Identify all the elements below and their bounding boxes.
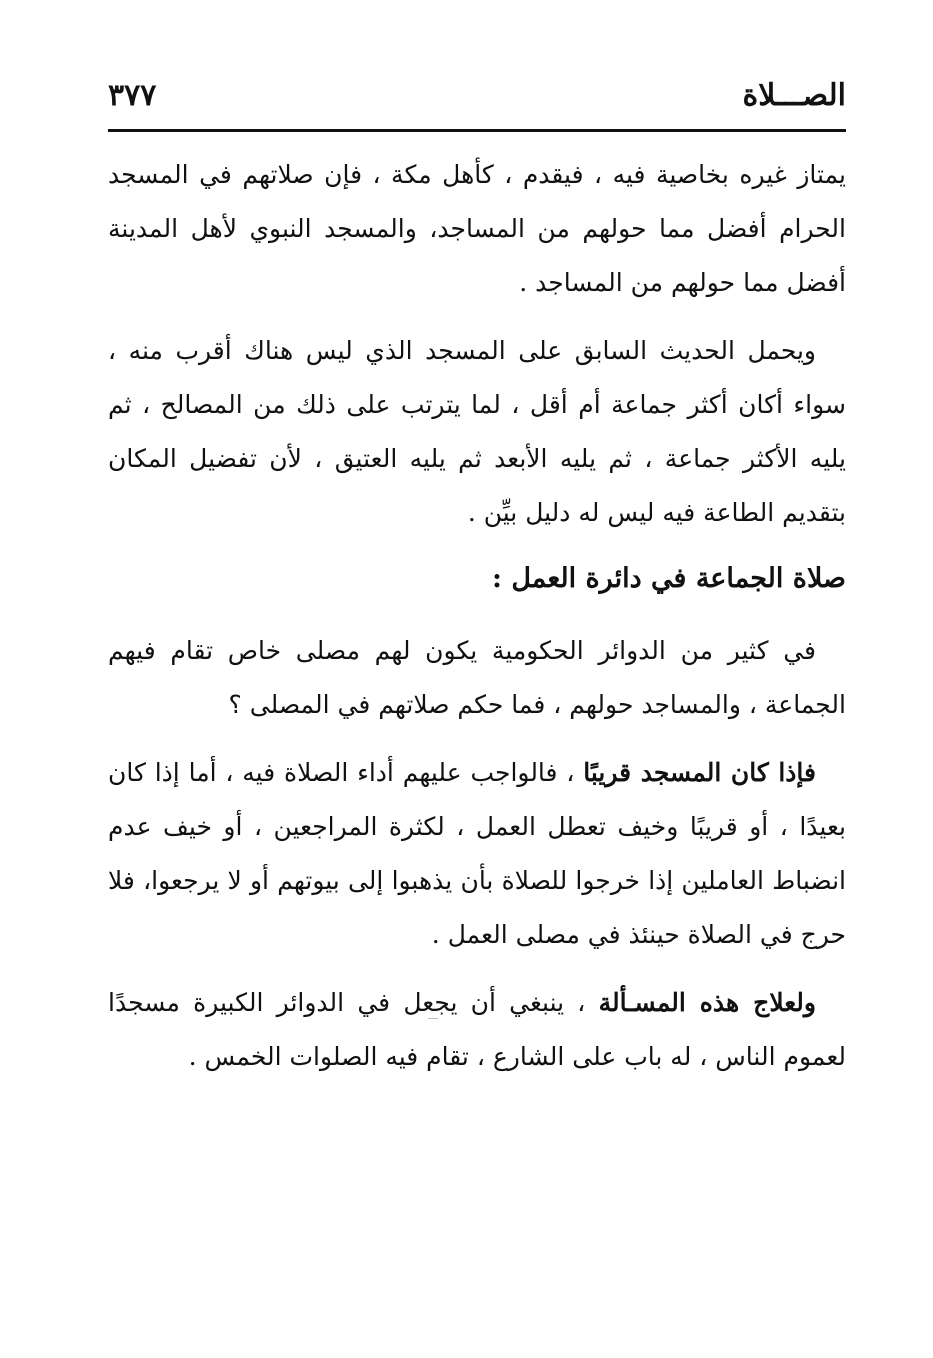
paragraph-2: ويحمل الحديث السابق على المسجد الذي ليس هناك أقرب منه ، سواء أكان أكثر جماعة أم أقل ، لما يترتب على ذلك من المصالح ، ثم يليه الأكثر جماعة ، ثم يليه الأبعد ثم يليه العتيق ، لأن تفضيل المكان بتقديم الطاعة فيه ليس له دليل بيِّن .	[108, 336, 846, 527]
scan-mark	[428, 1018, 438, 1019]
page-number: ٣٧٧	[108, 78, 157, 113]
running-title: الصـــلاة	[742, 78, 846, 113]
page-body	[108, 148, 846, 1098]
paragraph-4-text: ، فالواجب عليهم أداء الصلاة فيه ، أما إذا كان بعيدًا ، أو قريبًا وخيف تعطل العمل ، لكثرة المراجعين ، أو خيف عدم انضباط العاملين إذا خرجوا للصلاة بأن يذهبوا إلى بيوتهم أو لا يرجعوا، فلا حرج في الصلاة حينئذ في مصلى العمل .	[108, 758, 846, 949]
section-heading: صلاة الجماعة في دائرة العمل :	[491, 563, 846, 594]
paragraph-1: يمتاز غيره بخاصية فيه ، فيقدم ، كأهل مكة ، فإن صلاتهم في المسجد الحرام أفضل مما حولهم من المساجد، والمسجد النبوي لأهل المدينة أفضل مما حولهم من المساجد .	[108, 160, 846, 297]
page-header	[108, 78, 846, 128]
paragraph-5	[108, 976, 846, 1084]
paragraph-3: في كثير من الدوائر الحكومية يكون لهم مصلى خاص تقام فيهم الجماعة ، والمساجد حولهم ، فما حكم صلاتهم في المصلى ؟	[108, 636, 846, 719]
paragraph-4-lead: فإذا كان المسجد قريبًا	[583, 758, 816, 787]
paragraph-5-text: ، ينبغي أن يجعل في الدوائر الكبيرة مسجدًا لعموم الناس ، له باب على الشارع ، تقام فيه الصلوات الخمس .	[108, 988, 846, 1071]
paragraph-4	[108, 746, 846, 962]
paragraph-5-lead: ولعلاج هذه المسـألة	[598, 988, 816, 1017]
header-rule	[108, 129, 846, 132]
